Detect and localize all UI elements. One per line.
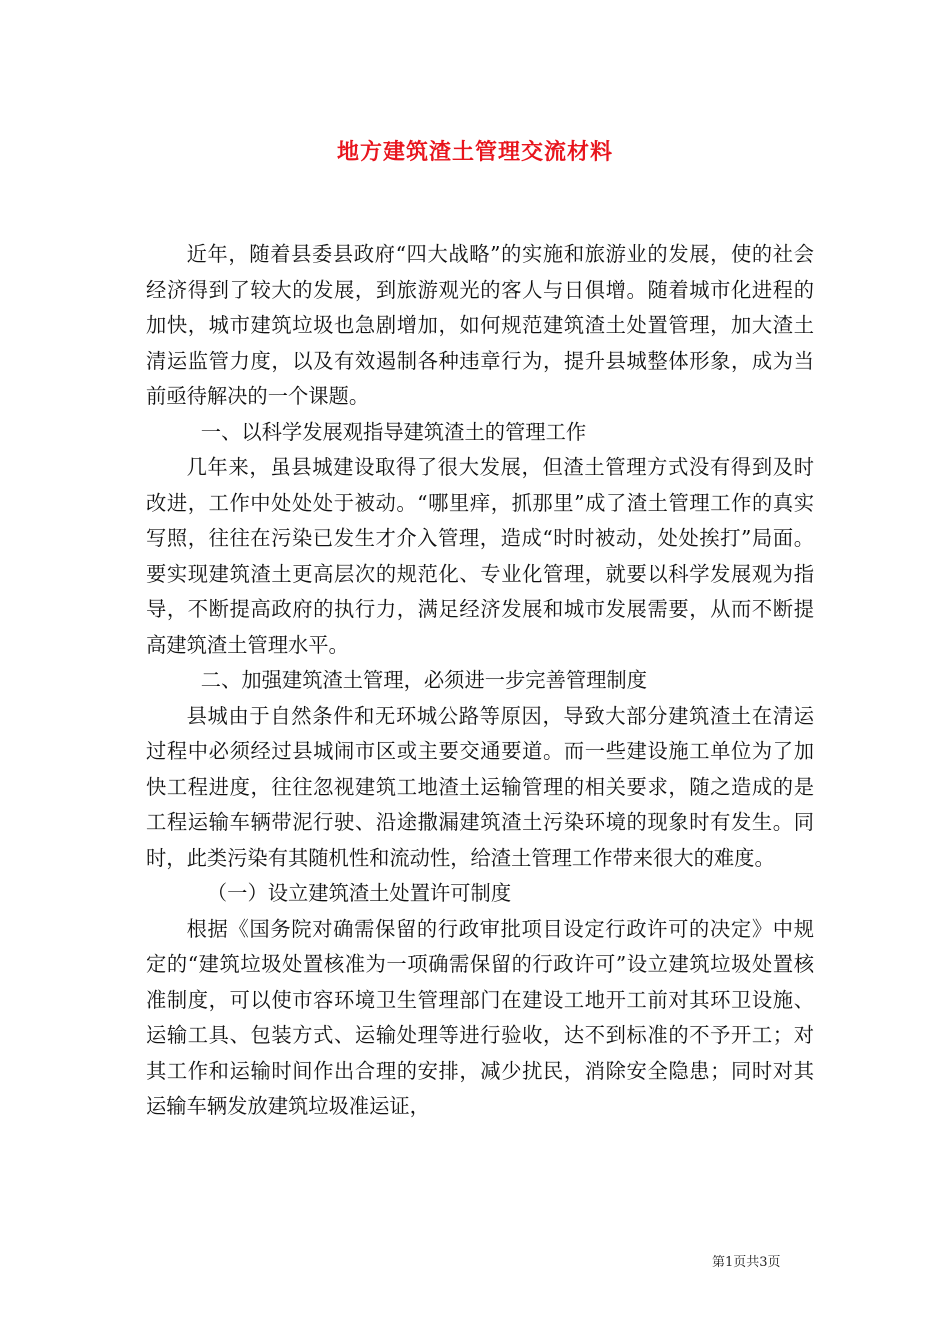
subsection-heading-1: （一）设立建筑渣土处置许可制度 [206, 881, 512, 905]
section-heading-1: 一、以科学发展观指导建筑渣土的管理工作 [200, 419, 587, 444]
section-heading-2: 二、加强建筑渣土管理，必须进一步完善管理制度 [200, 668, 647, 692]
paragraph-subsection-1: 根据《国务院对确需保留的行政审批项目设定行政许可的决定》中规定的“建筑垃圾处置核准为一项确需保留的行政许可”设立建筑垃圾处置核准制度，可以使市容环境卫生管理部门在建设工地开工前对其环卫设施、运输工具、包装方式、运输处理等进行验收，达不到标准的不予开工；对其工作和运输时间作出合理的安排，减少扰民，消除安全隐患；同时对其运输车辆发放建筑垃圾准运证， [146, 916, 814, 1118]
paragraph-section-2: 县城由于自然条件和无环城公路等原因，导致大部分建筑渣土在清运过程中必须经过县城闹市区或主要交通要道。而一些建设施工单位为了加快工程进度，往往忽视建筑工地渣土运输管理的相关要求，随之造成的是工程运输车辆带泥行驶、沿途撒漏建筑渣土污染环境的现象时有发生。同时，此类污染有其随机性和流动性，给渣土管理工作带来很大的难度。 [146, 703, 814, 870]
document-title: 地方建筑渣土管理交流材料 [336, 139, 613, 165]
document-body [146, 237, 814, 1125]
paragraph-intro: 近年，随着县委县政府“四大战略”的实施和旅游业的发展，使的社会经济得到了较大的发展，到旅游观光的客人与日俱增。随着城市化进程的加快，城市建筑垃圾也急剧增加，如何规范建筑渣土处置管理，加大渣土清运监管力度，以及有效遏制各种违章行为，提升县城整体形象，成为当前亟待解决的一个课题。 [146, 242, 814, 408]
page-number: 第1页共3页 [712, 1255, 781, 1270]
paragraph-section-1: 几年来，虽县城建设取得了很大发展，但渣土管理方式没有得到及时改进，工作中处处处于被动。“哪里痒，抓那里”成了渣土管理工作的真实写照，往往在污染已发生才介入管理，造成“时时被动，处处挨打”局面。要实现建筑渣土更高层次的规范化、专业化管理，就要以科学发展观为指导，不断提高政府的执行力，满足经济发展和城市发展需要，从而不断提高建筑渣土管理水平。 [146, 455, 814, 657]
